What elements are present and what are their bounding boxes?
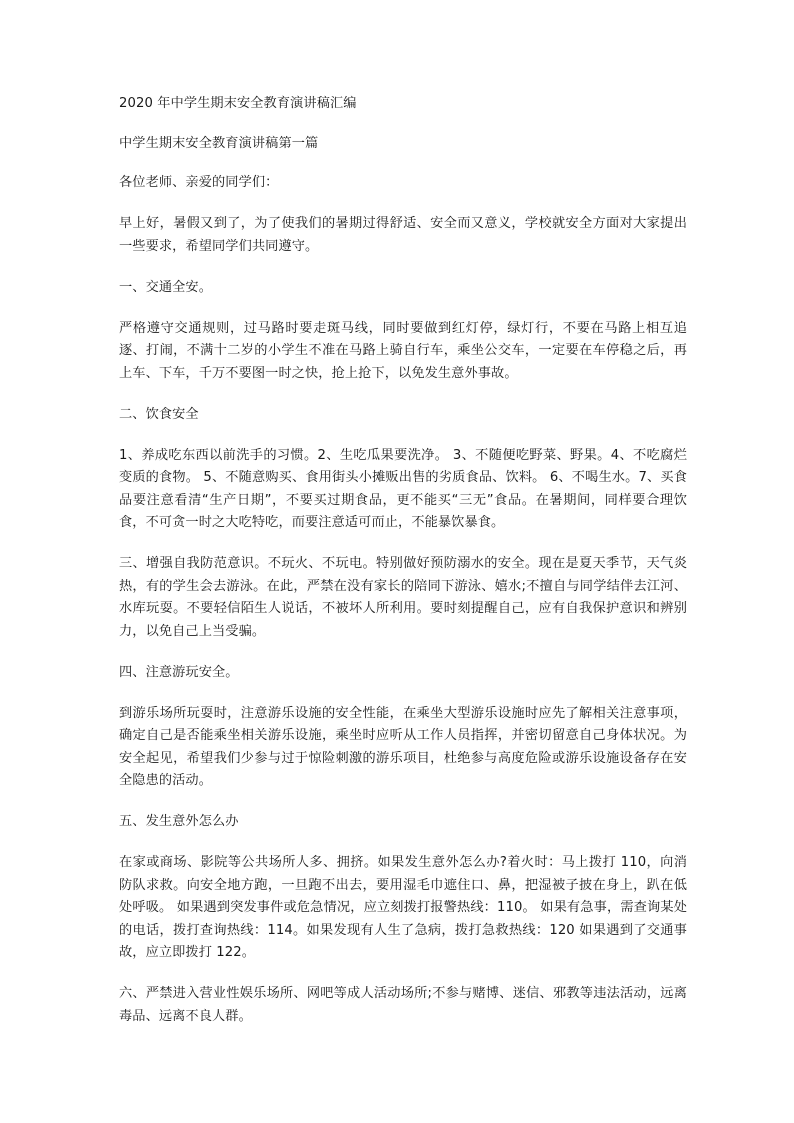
document-subtitle: 中学生期末安全教育演讲稿第一篇 — [119, 135, 319, 151]
section-heading-accident: 五、发生意外怎么办 — [119, 814, 239, 829]
prohibition-paragraph: 六、严禁进入营业性娱乐场所、网吧等成人活动场所;不参与赌博、迷信、邪教等违法活动，远离毒品、远离不良人群。 — [119, 986, 687, 1024]
self-protection-paragraph: 三、增强自我防范意识。不玩火、不玩电。特别做好预防溺水的安全。现在是夏天季节，天气炎热，有的学生会去游泳。在此，严禁在没有家长的陪同下游泳、嬉水;不擅自与同学结伴去江河、水库玩耍。不要轻信陌生人说话，不被坏人所利用。要时刻提醒自己，应有自我保护意识和辨别力，以免自己上当受骗。 — [119, 556, 687, 639]
play-paragraph: 到游乐场所玩耍时，注意游乐设施的安全性能，在乘坐大型游乐设施时应先了解相关注意事项，确定自己是否能乘坐相关游乐设施，乘坐时应听从工作人员指挥，并密切留意自己身体状况。为安全起见，希望我们少参与过于惊险刺激的游乐项目，杜绝参与高度危险或游乐设施设备存在安全隐患的活动。 — [119, 705, 687, 788]
section-heading-play: 四、注意游玩安全。 — [119, 664, 239, 680]
traffic-paragraph: 严格遵守交通规则，过马路时要走斑马线，同时要做到红灯停，绿灯行，不要在马路上相互追逐、打闹，不满十二岁的小学生不准在马路上骑自行车，乘坐公交车，一定要在车停稳之后，再上车、下车，千万不要图一时之快，抢上抢下，以免发生意外事故。 — [119, 320, 687, 381]
section-heading-food: 二、饮食安全 — [119, 406, 199, 422]
greeting: 各位老师、亲爱的同学们： — [119, 175, 279, 190]
accident-paragraph: 在家或商场、影院等公共场所人多、拥挤。如果发生意外怎么办?着火时：马上拨打 110，向消防队求救。向安全地方跑，一旦跑不出去，要用湿毛巾遮住口、鼻，把湿被子披在身上，趴在低处呼吸。 如果遇到突发事件或危急情况，应立刻拨打报警热线：110。 如果有急事，需查询某处的电话，拨打查询热线：114。如果发现有人生了急病，拨打急救热线：120 如果遇到了交通事故，应立即拨打 122。 — [119, 855, 687, 960]
document-title: 2020 年中学生期末安全教育演讲稿汇编 — [119, 96, 357, 111]
section-heading-traffic: 一、交通全安。 — [119, 279, 213, 295]
document-page — [119, 93, 687, 1047]
food-paragraph: 1、养成吃东西以前洗手的习惯。2、生吃瓜果要洗净。 3、不随便吃野菜、野果。4、不吃腐烂变质的食物。 5、不随意购买、食用街头小摊贩出售的劣质食品、饮料。 6、不喝生水。7、买食品要注意看清“生产日期”，不要买过期食品，更不能买“三无”食品。在暑期间，同样要合理饮食，不可贪一时之大吃特吃，而要注意适可而止，不能暴饮暴食。 — [119, 447, 687, 530]
intro-paragraph: 早上好，暑假又到了，为了使我们的暑期过得舒适、安全而又意义，学校就安全方面对大家提出一些要求，希望同学们共同遵守。 — [119, 216, 687, 254]
